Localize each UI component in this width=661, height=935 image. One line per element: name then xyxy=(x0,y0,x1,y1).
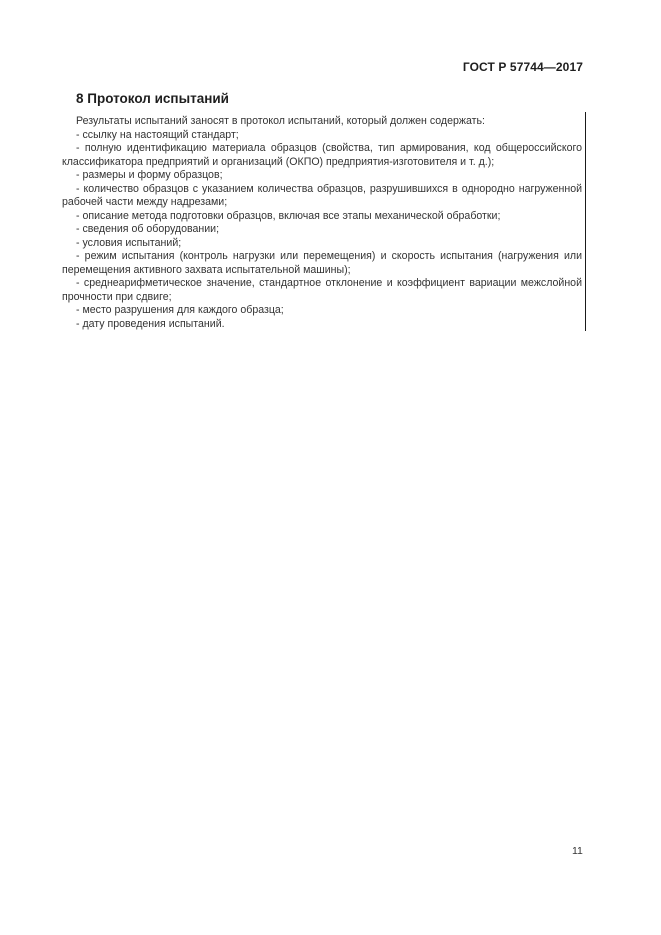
list-item: - место разрушения для каждого образца; xyxy=(76,304,284,316)
intro-paragraph: Результаты испытаний заносят в протокол испытаний, который должен содержать: xyxy=(76,115,485,127)
list-item: - режим испытания (контроль нагрузки или перемещения) и скорость испытания (нагружения или перемещения активного захвата испытательной машины); xyxy=(62,250,582,276)
list-item: - размеры и форму образцов; xyxy=(76,169,223,181)
list-item: - сведения об оборудовании; xyxy=(76,223,220,235)
list-item: - дату проведения испытаний. xyxy=(76,317,225,330)
list-item: - ссылку на настоящий стандарт; xyxy=(76,128,239,141)
list-item: - описание метода подготовки образцов, включая все этапы механической обработки; xyxy=(76,209,501,222)
list-item: - количество образцов с указанием количества образцов, разрушившихся в однородно нагруженной рабочей части между надрезами; xyxy=(62,182,582,208)
list-item: - полную идентификацию материала образцов (свойства, тип армирования, код общероссийского классификатора предприятий и организаций (ОКПО) предприятия-изготовителя и т. д.); xyxy=(62,142,582,168)
section-title: 8 Протокол испытаний xyxy=(76,91,229,106)
revision-bar xyxy=(585,112,586,331)
page-number: 11 xyxy=(572,845,583,857)
document-code: ГОСТ Р 57744—2017 xyxy=(462,60,583,74)
list-item: - среднеарифметическое значение, стандартное отклонение и коэффициент вариации межслойной прочности при сдвиге; xyxy=(62,277,582,303)
list-item: - условия испытаний; xyxy=(76,236,182,249)
section-body xyxy=(62,115,582,331)
